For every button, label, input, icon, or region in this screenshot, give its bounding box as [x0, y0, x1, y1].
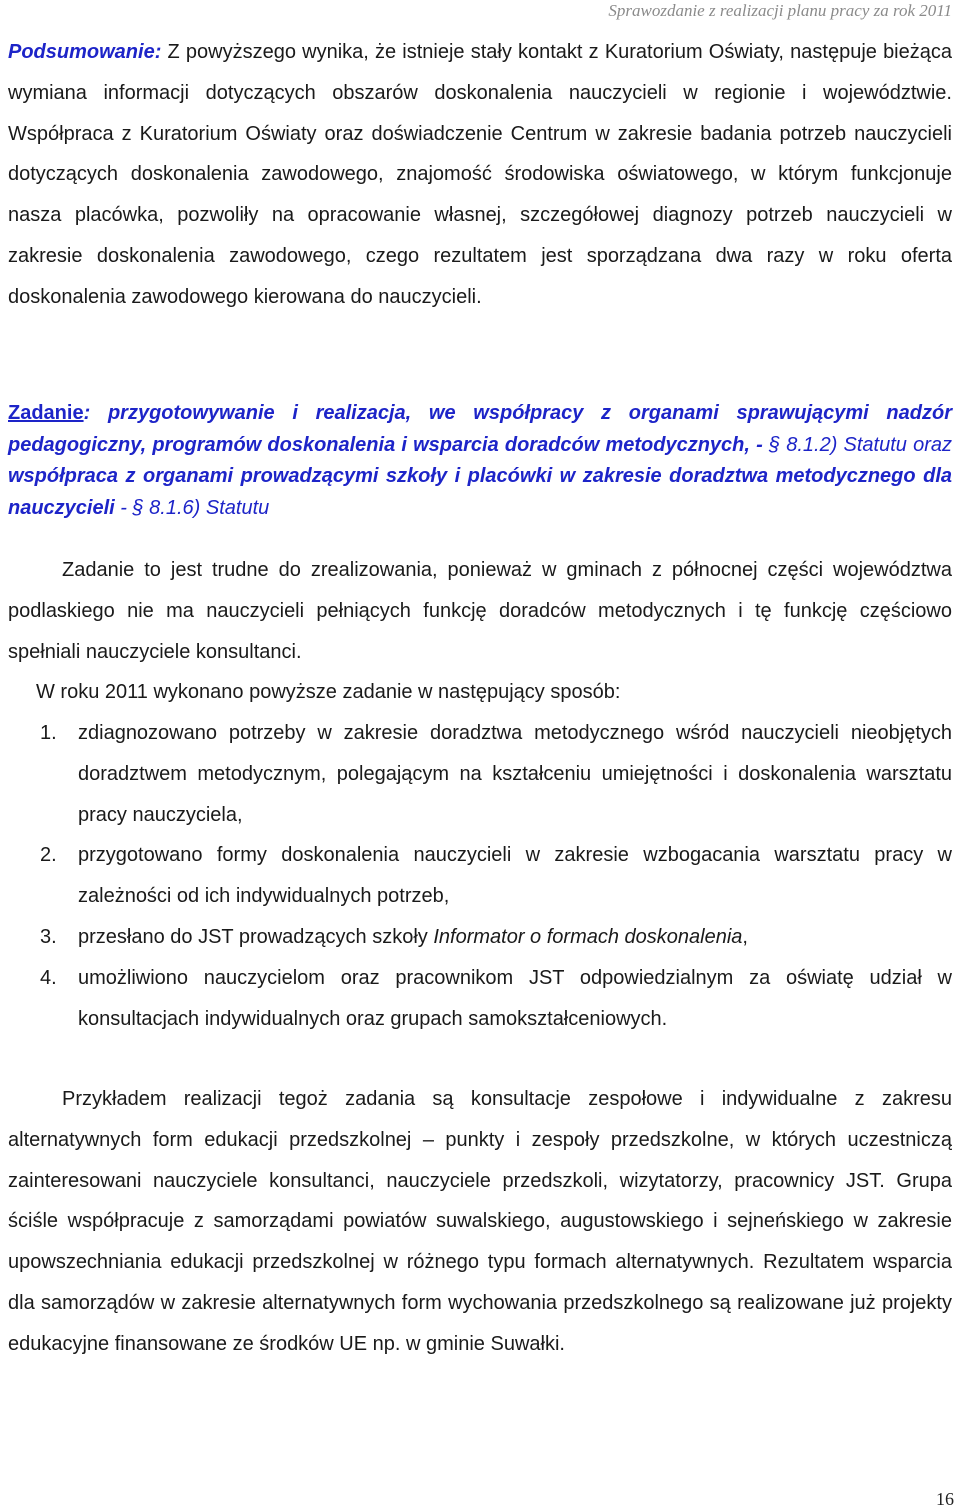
list-text-end: , [742, 925, 748, 948]
list-text: przesłano do JST prowadzących szkoły [78, 925, 434, 948]
list-text: zdiagnozowano potrzeby w zakresie doradztwa metodycznego wśród nauczycieli nieobjętych doradztwem metodycznym, polegającym na kształceniu umiejętności i doskonalenia warsztatu pracy nauczyciela, [78, 722, 952, 826]
task-statute-ref-2: § 8.1.6) Statutu [132, 496, 270, 519]
task-description-2: współpraca z organami prowadzącymi szkoły i placówki w zakresie doradztwa metodycznego dla nauczycieli [8, 465, 952, 519]
page-number: 16 [936, 1489, 954, 1509]
summary-paragraph [8, 32, 952, 318]
running-header: Sprawozdanie z realizacji planu pracy za rok 2011 [608, 1, 952, 20]
list-item [8, 958, 952, 1040]
closing-paragraph: Przykładem realizacji tegoż zadania są konsultacje zespołowe i indywidualne z zakresu alternatywnych form edukacji przedszkolnej – punkty i zespoły przedszkolne, w których uczestniczą zainteresowani nauczyciele konsultanci, nauczyciele przedszkoli, wizytatorzy, pracownicy JST. Grupa ściśle współpracuje z samorządami powiatów suwalskiego, augustowskiego i sejneńskiego w zakresie upowszechniania edukacji przedszkolnej w różnego typu formach alternatywnych. Rezultatem wsparcia dla samorządów w zakresie alternatywnych form wychowania przedszkolnego są realizowane już projekty edukacyjne finansowane ze środków UE np. w gminie Suwałki. [8, 1088, 952, 1355]
task-dash: - [114, 496, 133, 519]
list-number: 4. [40, 966, 57, 989]
task-description-1: przygotowywanie i realizacja, we współpracy z organami sprawującymi nadzór pedagogiczny, programów doskonalenia i wsparcia doradców metodycznych, - [8, 402, 952, 456]
list-item [8, 713, 952, 835]
task-heading [8, 398, 952, 524]
list-number: 1. [40, 722, 57, 744]
list-text: przygotowano formy doskonalenia nauczycieli w zakresie wzbogacania warsztatu pracy w zależności od ich indywidualnych potrzeb, [78, 844, 952, 908]
publication-title: Informator o formach doskonalenia [433, 925, 743, 948]
task-conjunction: oraz [906, 433, 952, 456]
list-number: 3. [40, 925, 57, 948]
task-statute-ref-1: § 8.1.2) Statutu [768, 433, 907, 456]
lead-sentence: W roku 2011 wykonano powyższe zadanie w następujący sposób: [36, 681, 621, 703]
task-colon: : [83, 402, 91, 424]
intro-paragraph: Zadanie to jest trudne do zrealizowania, ponieważ w gminach z północnej części województwa podlaskiego nie ma nauczycieli pełniących funkcję doradców metodycznych i tę funkcję częściowo spełniali nauczyciele konsultanci. [8, 559, 952, 663]
list-item [8, 917, 952, 958]
summary-text: Z powyższego wynika, że istnieje stały kontakt z Kuratorium Oświaty, następuje bieżąca wymiana informacji dotyczących obszarów doskonalenia nauczycieli w regionie i województwie. Współpraca z Kuratorium Oświaty oraz doświadczenie Centrum w zakresie badania potrzeb nauczycieli dotyczących doskonalenia zawodowego, znajomość środowiska oświatowego, w którym funkcjonuje nasza placówka, pozwoliły na opracowanie własnej, szczegółowej diagnozy potrzeb nauczycieli w zakresie doskonalenia zawodowego, czego rezultatem jest sporządzana dwa razy w roku oferta doskonalenia zawodowego kierowana do nauczycieli. [8, 41, 952, 308]
list-item [8, 835, 952, 917]
task-list [8, 713, 952, 1039]
summary-label: Podsumowanie: [8, 41, 162, 63]
list-number: 2. [40, 844, 57, 867]
list-text: umożliwiono nauczycielom oraz pracownikom JST odpowiedzialnym za oświatę udział w konsultacjach indywidualnych oraz grupach samokształceniowych. [78, 966, 952, 1030]
task-label: Zadanie [8, 402, 84, 424]
